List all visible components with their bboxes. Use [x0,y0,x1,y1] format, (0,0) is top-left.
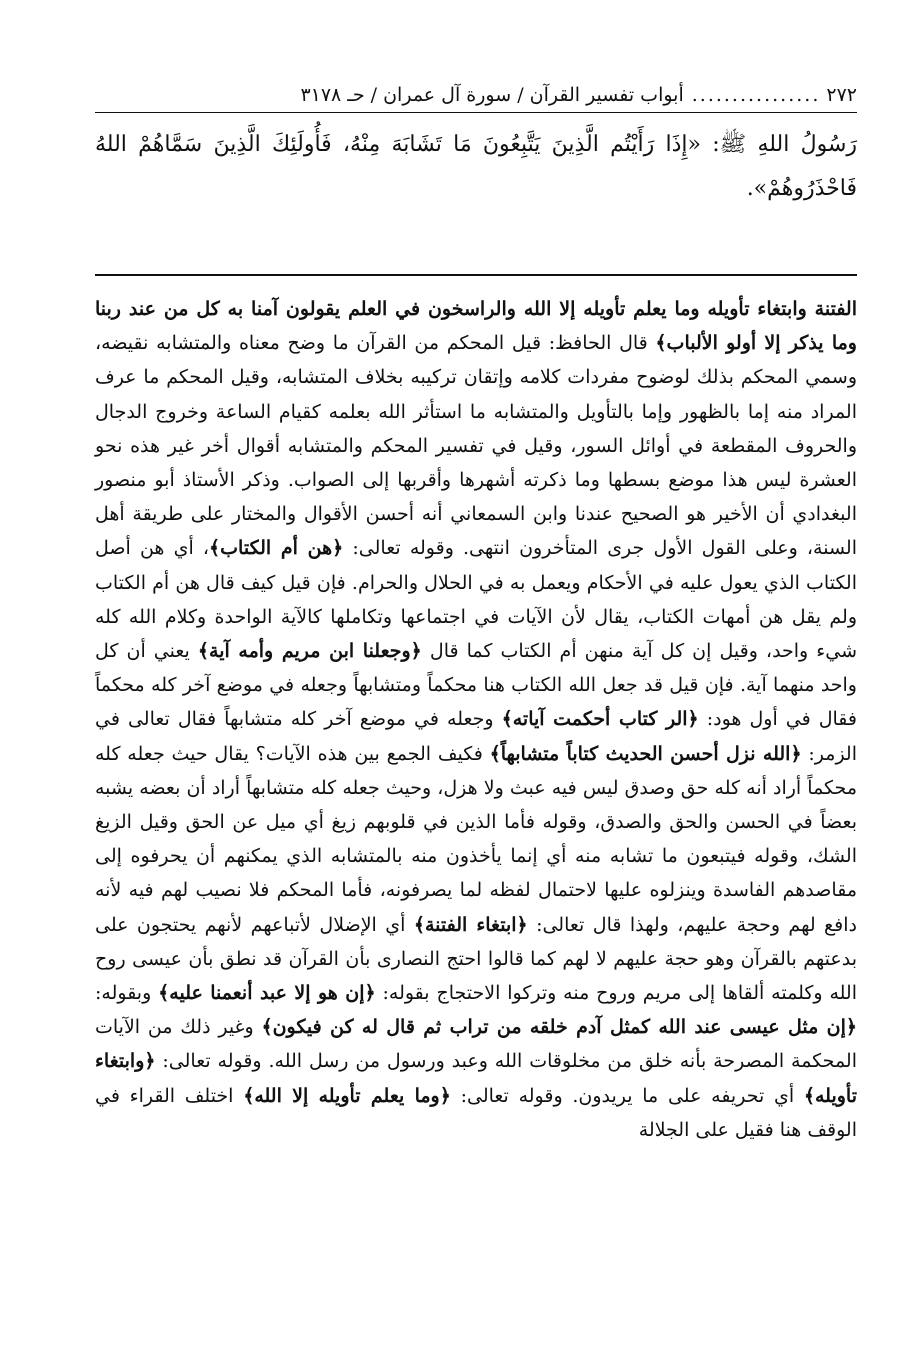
quran-quote: ﴿إن هو إلا عبد أنعمنا عليه﴾ [158,982,376,1005]
commentary-part: وغير ذلك من الآيات المحكمة المصرحة بأنه خلق من مخلوقات الله وعبد ورسول من رسل الله. وقوله تعالى: [95,1016,857,1073]
page-number: ٢٧٢ [826,84,857,106]
running-title: أبواب تفسير القرآن / سورة آل عمران / حـ ٣١٧٨ [300,84,684,106]
quran-quote: ﴿إن مثل عيسى عند الله كمثل آدم خلقه من تراب ثم قال له كن فيكون﴾ [261,1016,858,1039]
leader-dots: ................ [691,84,821,106]
commentary-part: ، أي هن أصل الكتاب الذي يعول عليه في الأحكام ويعمل به في الحلال والحرام. فإن قيل كيف قال هن أم الكتاب ولم يقل هن أمهات الكتاب، يقال لأن الآيات في اجتماعها وتكاملها كالآية الواحدة وكلام الله كله شيء واحد، وقيل إن كل آية منهن أم الكتاب كما قال [95,537,857,663]
commentary-part: أي تحريفه على ما يريدون. وقوله تعالى: [450,1084,804,1107]
commentary-part: قال الحافظ: قيل المحكم من القرآن ما وضح معناه والمتشابه نقيضه، وسمي المحكم بذلك لوضوح مفردات كلامه وإتقان تركيبه بخلاف المتشابه، وقيل المحكم ما عرف المراد منه إما بالظهور وإما بالتأويل والمتشابه ما استأثر الله بعلمه كقيام الساعة وخروج الدجال والحروف المقطعة في أوائل السور، وقيل في تفسير المحكم والمتشابه أقوال أخر غير هذه نحو العشرة ليس هذا موضع بسطها وما ذكرته أشهرها وأقربها إلى الصواب. وذكر الأستاذ أبو منصور البغدادي أن الأخير هو الصحيح عندنا وابن السمعاني أنه أحسن الأقوال والمختار على طريقة أهل السنة، وعلى القول الأول جرى المتأخرون انتهى. وقوله تعالى: [95,332,857,560]
quran-quote: ﴿وما يعلم تأويله إلا الله﴾ [243,1084,451,1107]
hadith-text: رَسُولُ اللهِ ﷺ: «إِذَا رَأَيْتُم الَّذِينَ يَتَّبِعُونَ مَا تَشَابَهَ مِنْهُ، فَأُولَئِكَ الَّذِينَ سَمَّاهُمْ اللهُ فَاحْذَرُوهُمْ». [95,132,857,201]
quran-quote: ﴿هن أم الكتاب﴾ [209,537,344,560]
commentary-part: يعني أن كل واحد منهما آية. فإن قيل قد جعل الله الكتاب هنا محكماً ومتشابهاً وجعله في موضع آخر كله محكماً فقال في أول هود: [95,640,857,731]
book-page [95,78,858,1141]
quran-quote: ﴿وابتغاء تأويله﴾ [95,1050,858,1107]
commentary-part: وجعله في موضع آخر كله متشابهاً فقال تعالى في الزمر: [95,708,857,765]
lead-quran-quote: الفتنة وابتغاء تأويله وما يعلم تأويله إلا الله والراسخون في العلم يقولون آمنا به كل من عند ربنا وما يذكر إلا أولو الألباب﴾ [95,298,857,355]
commentary-part: وبقوله: [95,982,159,1005]
quran-quote: ﴿الر كتاب أحكمت آياته﴾ [501,708,699,731]
quran-quote: ﴿وجعلنا ابن مريم وأمه آية﴾ [197,640,422,663]
running-header [95,78,857,113]
quran-quote: ﴿الله نزل أحسن الحديث كتاباً متشابهاً﴾ [489,742,802,765]
commentary-text [95,292,857,1147]
commentary-part: فكيف الجمع بين هذه الآيات؟ يقال حيث جعله كله محكماً أراد أنه كله حق وصدق ليس فيه عبث ولا هزل، وحيث جعله كله متشابهاً أراد أن بعضه يشبه بعضاً في الحسن والحق والصدق، وقوله فأما الذين في قلوبهم زيغ أي ميل عن الحق وقيل الزيغ الشك، وقوله فيتبعون ما تشابه منه أي إنما يأخذون منه بالمتشابه الذي يمكنهم أن يحرفوه إلى مقاصدهم الفاسدة وينزلوه عليها لاحتمال لفظه لما يصرفونه، فأما المحكم فلا نصيب لهم فيه لأنه دافع لهم وحجة عليهم، ولهذا قال تعالى: [95,742,857,936]
commentary-part: اختلف القراء في الوقف هنا فقيل على الجلالة [95,1084,857,1141]
footnote-separator [95,274,857,276]
commentary-part: أي الإضلال لأتباعهم لأنهم يحتجون على بدعتهم بالقرآن وهو حجة عليهم لا لهم كما قالوا احتج النصارى بأن القرآن قد نطق بأن عيسى روح الله وكلمته ألقاها إلى مريم وروح منه وتركوا الاحتجاج بقوله: [95,913,857,1005]
quran-quote: ﴿ابتغاء الفتنة﴾ [413,913,528,936]
